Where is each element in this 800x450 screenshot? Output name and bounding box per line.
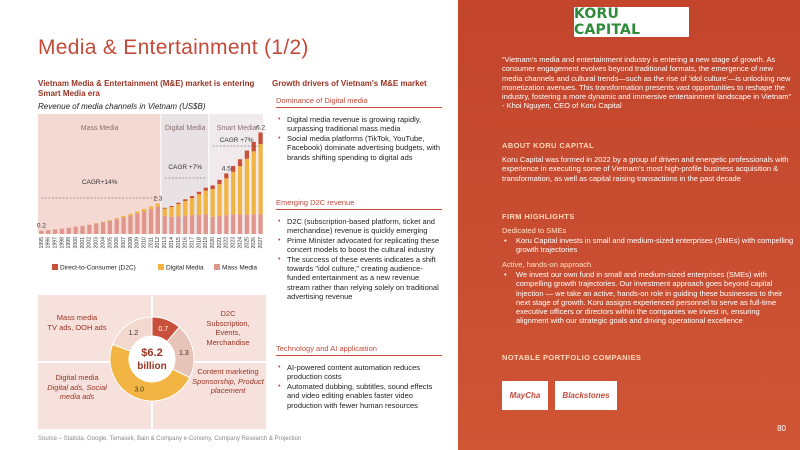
- bullet: • D2C (subscription-based platform, ticket and merchandise) revenue is quickly emerging: [276, 217, 442, 236]
- bar-segment: [87, 225, 91, 234]
- bar-segment: [163, 209, 167, 216]
- section-technology-ai: [276, 344, 442, 410]
- bar-segment: [67, 228, 71, 234]
- x-tick-label: 2017: [189, 237, 196, 249]
- x-tick-label: 1997: [52, 237, 59, 249]
- data-label: 4.5: [221, 165, 231, 173]
- donut-center-unit: billion: [137, 361, 167, 372]
- bar-segment: [176, 216, 180, 234]
- x-tick-label: 1998: [59, 237, 66, 249]
- legend-swatch: [52, 264, 58, 270]
- bar-segment: [245, 214, 249, 234]
- bar-segment: [252, 214, 256, 234]
- mass-media-desc: TV ads, OOH ads: [47, 322, 107, 332]
- bar-segment: [135, 212, 139, 214]
- source-note: Source – Statista, Google, Temasek, Bain & Company e-Conomy, Company Research & Projection: [38, 436, 302, 442]
- section-d2c-revenue: [276, 198, 442, 302]
- d2c-desc: Subscription, Events, Merchandise: [206, 318, 250, 347]
- donut-center-value: $6.2: [141, 347, 163, 359]
- highlight-1-text: • Koru Capital invests in small and medium-sized enterprises (SMEs) with compelling growth trajectories: [502, 236, 794, 255]
- section-title: Dominance of Digital media: [276, 96, 442, 108]
- x-tick-label: 2020: [210, 237, 217, 249]
- page-title: Media & Entertainment (1/2): [38, 36, 309, 59]
- x-tick-label: 2008: [127, 237, 134, 249]
- bar-segment: [258, 133, 262, 144]
- legend-label: Direct-to-Consumer (D2C): [60, 264, 136, 272]
- page-number: 80: [777, 424, 786, 433]
- x-tick-label: 2021: [216, 237, 223, 249]
- x-tick-label: 2023: [230, 237, 237, 249]
- about-text: Koru Capital was formed in 2022 by a group of driven and energetic professionals with experience in executing some of Vietnam’s most high-profile business acquisition & transformation, as well as capital raising transactions in the past decade: [502, 155, 789, 183]
- x-tick-label: 2002: [86, 237, 93, 249]
- highlight-2-title: Active, hands-on approach: [502, 260, 592, 269]
- koru-info-panel: [458, 0, 800, 450]
- bar-segment: [204, 188, 208, 191]
- content-marketing-desc: Sponsorship, Product placement: [192, 376, 264, 395]
- bar-segment: [163, 216, 167, 234]
- bar-segment: [183, 216, 187, 234]
- donut-value-label: 0.7: [158, 326, 169, 334]
- bar-segment: [74, 227, 78, 234]
- x-tick-label: 2013: [162, 237, 169, 249]
- bar-segment: [231, 214, 235, 234]
- bar-segment: [142, 211, 146, 234]
- bar-segment: [156, 207, 160, 234]
- cagr-label: CAGR +7%: [219, 137, 254, 144]
- bullet: • Digital media revenue is growing rapidly, surpassing traditional mass media: [276, 115, 442, 134]
- era-label: Smart Media: [216, 125, 257, 132]
- portfolio-title: NOTABLE PORTFOLIO COMPANIES: [502, 353, 642, 362]
- bar-segment: [53, 229, 57, 234]
- cagr-label: CAGR +7%: [168, 164, 203, 171]
- x-tick-label: 2025: [244, 237, 251, 249]
- bar-segment: [183, 201, 187, 216]
- x-tick-label: 2007: [120, 237, 127, 249]
- x-tick-label: 2012: [155, 237, 162, 249]
- bar-segment: [258, 214, 262, 234]
- x-tick-label: 2010: [141, 237, 148, 249]
- bar-segment: [169, 217, 173, 234]
- x-tick-label: 2015: [175, 237, 182, 249]
- bullet: • AI-powered content automation reduces production costs: [276, 363, 442, 382]
- data-label: 2.3: [153, 195, 163, 203]
- donut-value-label: 3.0: [134, 386, 145, 394]
- bar-segment: [197, 215, 201, 234]
- bar-segment: [217, 180, 221, 184]
- era-label: Digital Media: [165, 125, 206, 132]
- bar-segment: [211, 217, 215, 234]
- content-marketing-title: Content marketing: [197, 367, 259, 376]
- bullet: • Social media platforms (TikTok, YouTube, Facebook) dominate advertising budgets, with brands shifting spending to digital ads: [276, 134, 442, 162]
- bar-segment: [156, 203, 160, 207]
- bar-segment: [108, 220, 112, 221]
- bar-segment: [169, 207, 173, 217]
- x-tick-label: 2006: [114, 237, 121, 249]
- bar-segment: [217, 216, 221, 234]
- bar-segment: [190, 215, 194, 234]
- section-title: Technology and AI applicaition: [276, 344, 442, 356]
- x-tick-label: 1999: [66, 237, 73, 249]
- bar-segment: [176, 204, 180, 216]
- x-tick-label: 2009: [134, 237, 141, 249]
- bar-segment: [245, 151, 249, 159]
- section-digital-media: [276, 96, 442, 162]
- bar-segment: [197, 192, 201, 194]
- market-heading: Vietnam Media & Entertainment (M&E) market is entering Smart Media era: [38, 79, 255, 98]
- d2c-title: D2C: [220, 309, 236, 318]
- x-tick-label: 1995: [38, 237, 45, 249]
- ceo-quote: “Vietnam’s media and entertainment industry is entering a new stage of growth. As consumer engagement evolves beyond traditional formats, the emergence of new media channels and cultural trends—such as the rise of 'idol culture'—is unlocking new monetization avenues. This transformation presents vast opportunities to reshape the industry, fostering a more dynamic and immersive entertainment landscape in Vietnam” - Khoi Nguyen, CEO of Koru Capital: [502, 55, 792, 111]
- digital-media-title: Digital media: [55, 373, 99, 382]
- growth-drivers-heading: Growth drivers of Vietnam's M&E market: [272, 79, 427, 88]
- x-tick-label: 2005: [107, 237, 114, 249]
- x-tick-label: 2016: [182, 237, 189, 249]
- bar-segment: [211, 185, 215, 189]
- bar-segment: [238, 166, 242, 214]
- x-tick-label: 2001: [79, 237, 86, 249]
- bar-segment: [197, 194, 201, 214]
- bar-segment: [190, 196, 194, 198]
- x-tick-label: 2004: [100, 237, 107, 249]
- bar-segment: [115, 219, 119, 234]
- x-tick-label: 2024: [237, 237, 244, 249]
- section-title: Emerging D2C revenue: [276, 198, 442, 210]
- x-tick-label: 2026: [251, 237, 258, 249]
- highlights-title: FIRM HIGHLIGHTS: [502, 212, 575, 221]
- bar-segment: [142, 209, 146, 211]
- bar-segment: [39, 231, 43, 234]
- bar-segment: [224, 173, 228, 178]
- bar-segment: [238, 159, 242, 166]
- portfolio-maycha[interactable]: MayCha: [502, 381, 548, 410]
- bar-segment: [135, 214, 139, 234]
- revenue-bar-chart: [38, 114, 264, 274]
- era-label: Mass Media: [80, 125, 119, 132]
- bar-segment: [231, 172, 235, 215]
- x-tick-label: 2014: [168, 237, 175, 249]
- legend-label: Mass Media: [222, 264, 258, 272]
- mass-media-title: Mass media: [56, 313, 98, 322]
- bar-segment: [258, 144, 262, 214]
- bar-segment: [183, 199, 187, 201]
- bar-segment: [245, 159, 249, 215]
- bullet: • The success of these events indicates a shift towards "idol culture," creating audience-funded entertainment as a new revenue stream rather than relying solely on traditional advertising revenue: [276, 255, 442, 302]
- bar-segment: [204, 214, 208, 234]
- bar-segment: [128, 216, 132, 234]
- about-title: ABOUT KORU CAPITAL: [502, 141, 595, 150]
- digital-media-desc: Digital ads, Social media ads: [47, 382, 107, 401]
- chart-subheading: Revenue of media channels in Vietnam (US$B): [38, 102, 206, 111]
- bar-segment: [231, 166, 235, 172]
- bar-segment: [204, 191, 208, 215]
- cagr-label: CAGR+14%: [81, 179, 118, 186]
- donut-value-label: 1.2: [128, 329, 139, 337]
- highlight-2-text: • We invest our own fund in small and medium-sized enterprises (SMEs) with compelling growth trajectories. Our investment approach goes beyond capital injection — we take an active, hands-on role in guiding these businesses to their next stage of growth. Koru assigns experienced personnel to serve as full-time executive officers or directors within the companies we invest in, ensuring alignment with our strategic goals and driving operational excellence: [502, 270, 794, 326]
- bar-segment: [108, 221, 112, 234]
- legend-swatch: [158, 264, 164, 270]
- bullet: • Prime Minister advocated for replicating these concert models to boost the cultural industry: [276, 236, 442, 255]
- x-tick-label: 2022: [223, 237, 230, 249]
- bar-segment: [121, 216, 125, 217]
- bar-segment: [101, 222, 105, 234]
- bar-segment: [115, 218, 119, 219]
- bullet: • Automated dubbing, subtitles, sound effects and video editing enables faster video production with fewer human resources: [276, 382, 442, 410]
- bar-segment: [149, 206, 153, 209]
- bar-segment: [252, 151, 256, 214]
- x-tick-label: 2000: [73, 237, 80, 249]
- bar-segment: [176, 203, 180, 204]
- data-label: 6.2: [256, 124, 266, 132]
- bar-segment: [163, 208, 167, 209]
- koru-capital-logo: [574, 7, 689, 37]
- bar-segment: [94, 224, 98, 234]
- portfolio-blackstones[interactable]: Blackstones: [555, 381, 617, 410]
- bar-segment: [217, 184, 221, 216]
- bar-segment: [224, 178, 228, 215]
- bar-segment: [224, 215, 228, 234]
- bar-segment: [121, 217, 125, 234]
- bar-segment: [190, 198, 194, 215]
- bar-segment: [60, 229, 64, 234]
- revenue-breakdown: [38, 295, 266, 429]
- era-background: [38, 114, 163, 234]
- x-tick-label: 2018: [196, 237, 203, 249]
- donut-hole: [129, 336, 175, 382]
- bar-segment: [46, 230, 50, 234]
- x-tick-label: 2019: [203, 237, 210, 249]
- x-tick-label: 2003: [93, 237, 100, 249]
- highlight-1-title: Dedicated to SMEs: [502, 226, 567, 235]
- bar-segment: [149, 209, 153, 234]
- bar-segment: [128, 214, 132, 216]
- bar-segment: [211, 189, 215, 217]
- x-tick-label: 2027: [257, 237, 264, 249]
- x-tick-label: 1996: [45, 237, 52, 249]
- legend-swatch: [214, 264, 220, 270]
- donut-value-label: 1.3: [178, 349, 189, 357]
- bar-segment: [238, 214, 242, 234]
- x-tick-label: 2011: [148, 237, 155, 249]
- bar-segment: [169, 206, 173, 207]
- bar-segment: [80, 226, 84, 234]
- logo-text: KORU CAPITAL: [574, 6, 641, 38]
- data-label: 0.2: [36, 222, 46, 230]
- legend-label: Digital Media: [166, 264, 204, 272]
